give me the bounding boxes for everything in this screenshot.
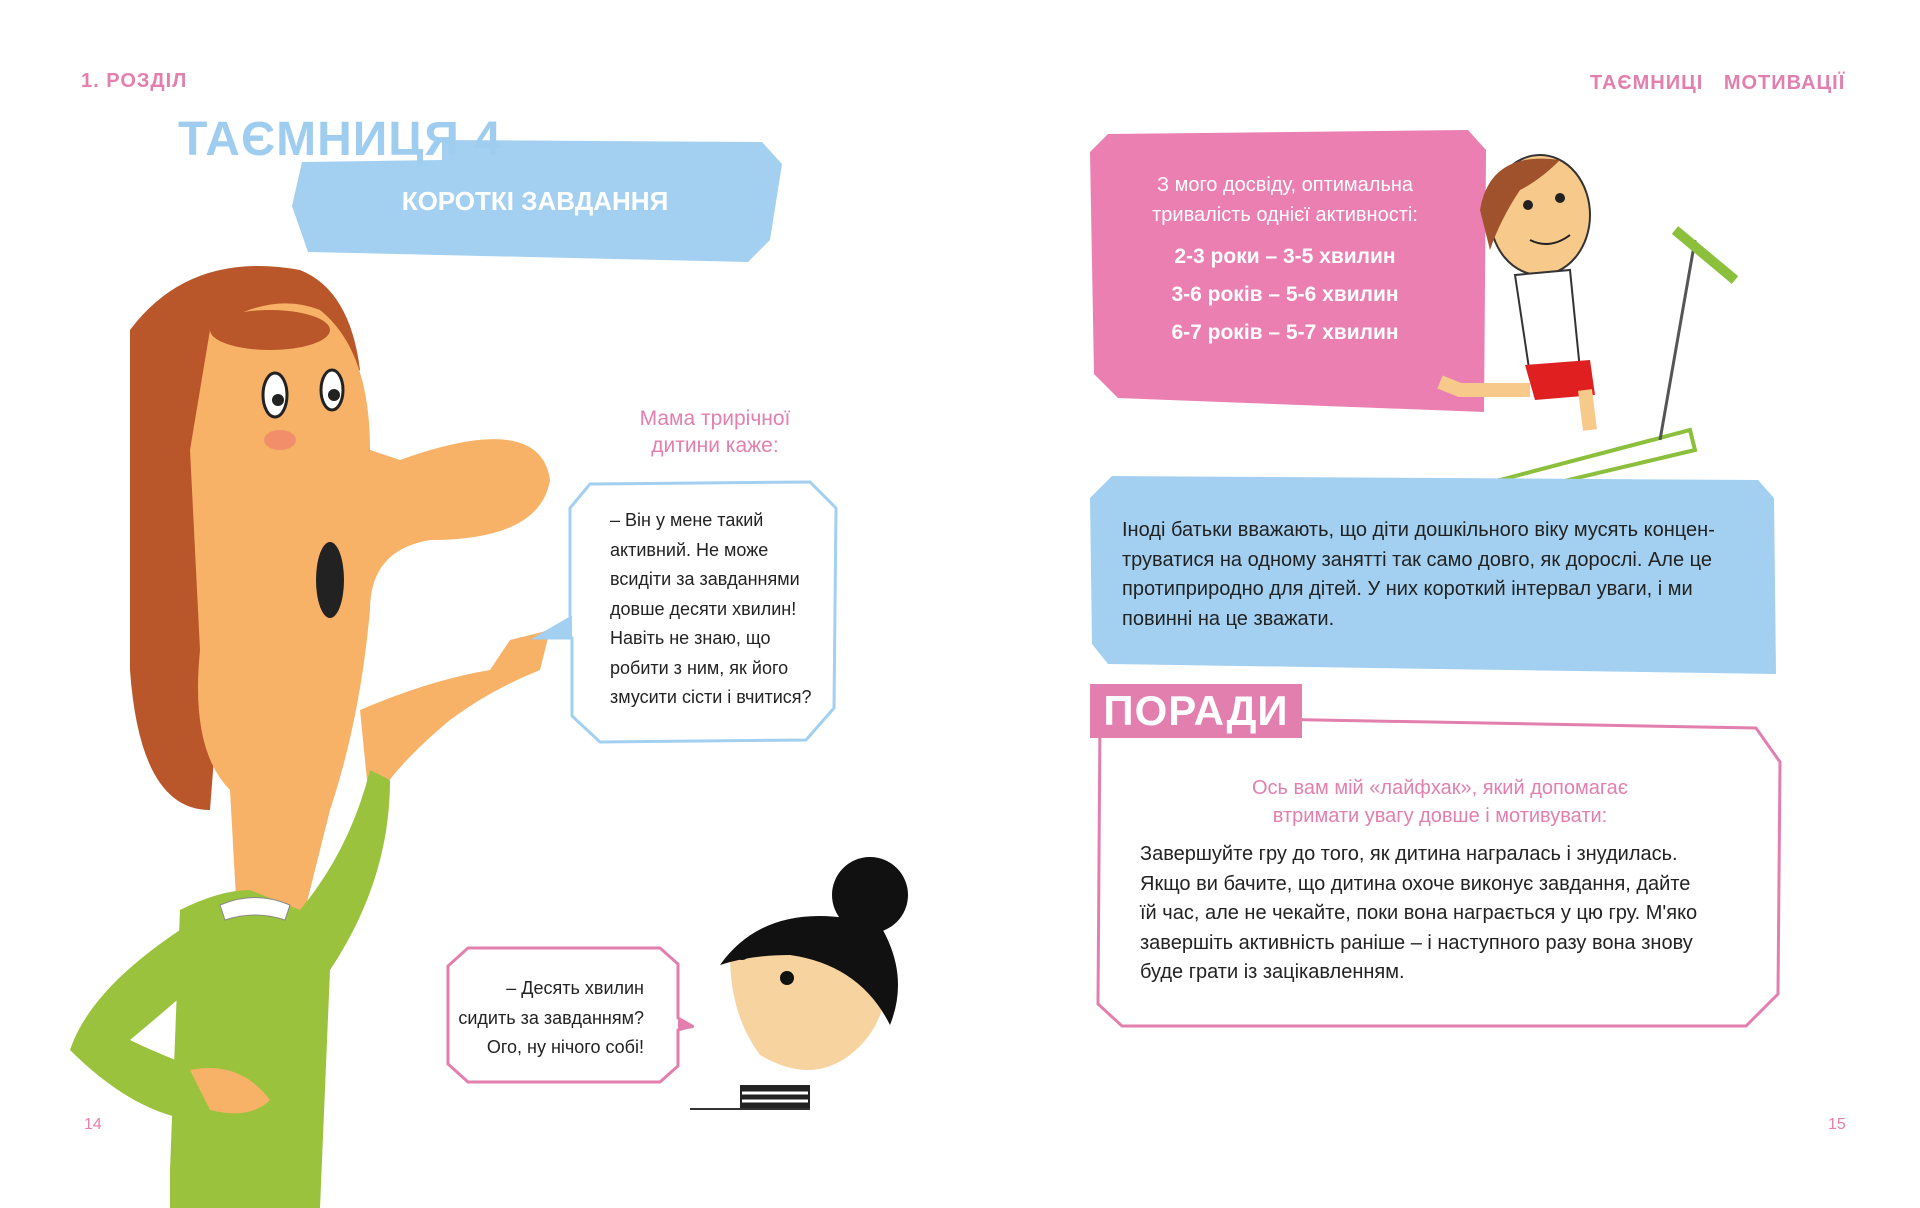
quote-line: Навіть не знаю, що — [610, 628, 771, 648]
info-line: Іноді батьки вважають, що діти дошкільного віку мусять концен- — [1122, 519, 1715, 541]
mother-quote — [610, 506, 812, 713]
girl-quote — [452, 974, 644, 1063]
tips-line: завершіть активність раніше – і наступного разу вона знову — [1140, 931, 1693, 954]
quote-line: змусити сісти і вчитися? — [610, 687, 812, 707]
quote-line: активний. Не може — [610, 539, 769, 560]
tips-line: їй час, але не чекайте, поки вона награється у цю гру. М'яко — [1140, 902, 1698, 924]
info-line: протиприродно для дітей. У них короткий інтервал уваги, і ми — [1122, 578, 1693, 600]
duration-item: 6-7 років – 5-7 хвилин — [1171, 321, 1399, 344]
boy-on-scooter-illustration — [1420, 150, 1750, 495]
quote-label-line: дитини каже: — [651, 434, 779, 457]
secret-subtitle: КОРОТКІ ЗАВДАННЯ — [401, 186, 669, 216]
info-text — [1122, 516, 1762, 634]
quote-label-line: Мама трирічної — [639, 407, 791, 430]
page-number-right: 15 — [1828, 1116, 1846, 1133]
running-head: ТАЄМНИЦІ МОТИВАЦІЇ — [1590, 72, 1846, 94]
quote-label — [600, 405, 830, 459]
duration-list — [1100, 238, 1470, 352]
tips-tag: ПОРАДИ — [1090, 684, 1302, 738]
duration-item: 3-6 років – 5-6 хвилин — [1171, 283, 1399, 306]
secret-title: ТАЄМНИЦЯ 4 — [178, 113, 502, 166]
quote-line: робити з ним, як його — [610, 657, 789, 678]
tips-line: Завершуйте гру до того, як дитина награлась і знудилась. — [1140, 843, 1678, 865]
duration-intro — [1100, 170, 1470, 230]
info-line: труватися на одному занятті так само довго, як дорослі. Але це — [1122, 548, 1712, 571]
tips-lead-line: втримати увагу довше і мотивувати: — [1272, 805, 1608, 827]
duration-intro-line: З мого досвіду, оптимальна — [1156, 174, 1414, 196]
tips-line: Якщо ви бачите, що дитина охоче виконує завдання, дайте — [1140, 872, 1691, 895]
quote-line: всидіти за завданнями — [610, 569, 800, 589]
girl-illustration — [690, 855, 920, 1110]
tips-lead-line: Ось вам мій «лайфхак», який допомагає — [1252, 777, 1628, 799]
tips-text — [1140, 840, 1760, 988]
duration-item: 2-3 роки – 3-5 хвилин — [1174, 245, 1396, 268]
duration-intro-line: тривалість однієї активності: — [1152, 204, 1418, 226]
quote-line: – Він у мене такий — [610, 510, 764, 530]
quote-line: – Десять хвилин — [506, 978, 644, 998]
quote-line: сидить за завданням? — [458, 1007, 644, 1028]
info-line: повинні на це зважати. — [1122, 607, 1335, 630]
quote-line: довше десяти хвилин! — [610, 598, 797, 619]
tips-lead — [1110, 774, 1770, 830]
chapter-label: 1. РОЗДІЛ — [81, 70, 188, 92]
page-number-left: 14 — [84, 1116, 102, 1133]
tips-line: буде грати із зацікавленням. — [1140, 961, 1405, 983]
quote-line: Ого, ну нічого собі! — [486, 1037, 644, 1057]
